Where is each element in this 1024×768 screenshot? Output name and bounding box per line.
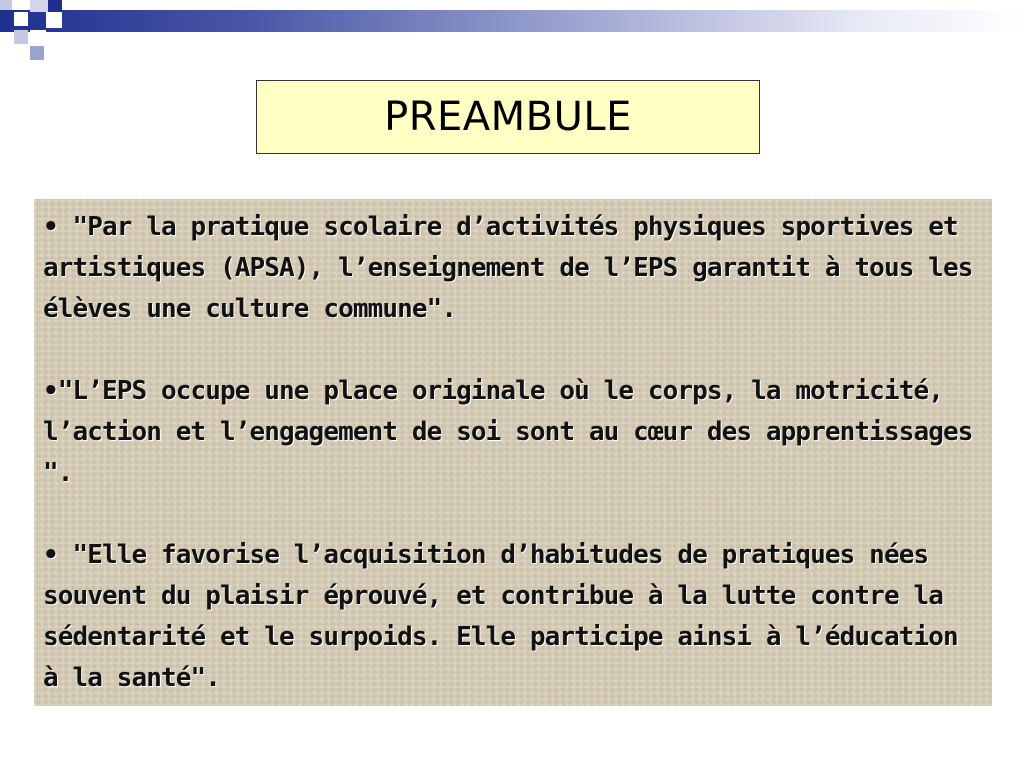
decorative-square <box>46 12 62 28</box>
bullet-paragraph: • "Par la pratique scolaire d’activités physiques sportives et artistiques (APSA), l’enseignement de l’EPS garantit à tous les élèves une culture commune". <box>43 212 973 324</box>
decorative-square <box>48 0 62 12</box>
decorative-square <box>14 12 28 26</box>
decorative-square <box>14 30 28 44</box>
title-box <box>256 80 760 154</box>
bullet-paragraph: •"L’EPS occupe une place originale où le corps, la motricité, l’action et l’engagement de soi sont au cœur des apprentissages ". <box>43 376 973 488</box>
content-box <box>34 199 992 706</box>
decorative-square <box>30 0 48 12</box>
decorative-square <box>30 30 46 44</box>
bullet-paragraph: • "Elle favorise l’acquisition d’habitudes de pratiques nées souvent du plaisir éprouvé, et contribue à la lutte contre la sédentarité et le surpoids. Elle participe ainsi à l’éducation à la santé". <box>43 540 958 693</box>
decorative-square <box>30 46 44 60</box>
slide-title: PREAMBULE <box>384 94 632 140</box>
decorative-square <box>0 0 12 10</box>
header-gradient-band <box>0 10 1024 32</box>
